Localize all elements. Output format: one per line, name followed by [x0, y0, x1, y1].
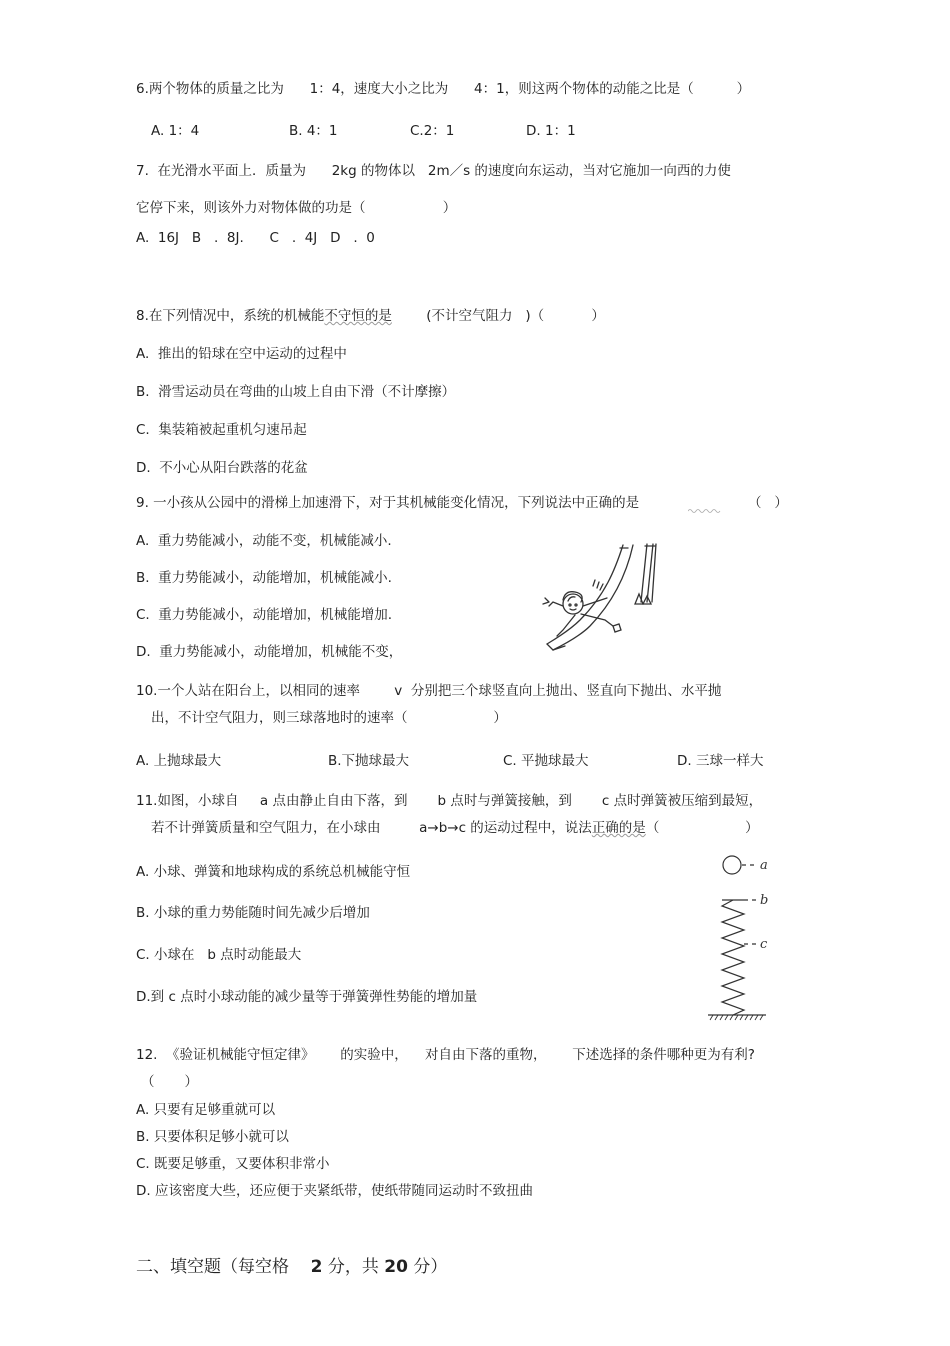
q11-stem-line1: 11.如图，小球自 a 点由静止自由下落，到 b 点时与弹簧接触，到 c 点时弹簧被压缩到最短， — [136, 793, 763, 809]
q10-option-a: A. 上抛球最大 — [136, 753, 222, 769]
q7-stem-line1: 7. 在光滑水平面上．质量为 2kg 的物体以 2m／s 的速度向东运动，当对它施加一向西的力使 — [136, 163, 731, 179]
q9-answer-paren: （ ） — [748, 495, 788, 511]
q12-stem-line2: （ ） — [141, 1074, 199, 1090]
q10-option-d: D. 三球一样大 — [677, 753, 764, 769]
q12-option-b: B. 只要体积足够小就可以 — [136, 1129, 289, 1145]
section-heading-post: 分） — [407, 1257, 448, 1277]
q11-option-c: C. 小球在 b 点时动能最大 — [136, 947, 302, 963]
q11-stem-line2 — [151, 819, 759, 837]
section-heading-total: 20 — [384, 1257, 408, 1277]
q12-option-d: D. 应该密度大些，还应便于夹紧纸带，使纸带随同运动时不致扭曲 — [136, 1183, 533, 1199]
q11-stem-pre: 若不计弹簧质量和空气阻力，在小球由 a→b→c 的运动过程中，说法 — [151, 820, 592, 836]
slide-child-illustration — [535, 540, 665, 655]
q9-option-a: A. 重力势能减小，动能不变，机械能减小. — [136, 533, 392, 549]
section-heading-mid: 分，共 — [322, 1257, 385, 1277]
q10-option-c: C. 平抛球最大 — [503, 753, 589, 769]
q8-option-b: B. 滑雪运动员在弯曲的山坡上自由下滑（不计摩擦） — [136, 384, 456, 400]
q6-option-c: C.2：1 — [410, 123, 455, 139]
q9-option-d: D. 重力势能减小，动能增加，机械能不变， — [136, 644, 403, 660]
q10-stem-line1: 10.一个人站在阳台上，以相同的速率 v 分别把三个球竖直向上抛出、竖直向下抛出、水平抛 — [136, 683, 722, 699]
q6-stem: 6.两个物体的质量之比为 1：4，速度大小之比为 4：1，则这两个物体的动能之比是（ ） — [136, 81, 751, 97]
label-a: a — [760, 858, 768, 873]
q9-answer-blank — [688, 508, 722, 514]
q8-stem — [136, 307, 605, 325]
section-heading-pre: 二、填空题（每空格 — [136, 1257, 311, 1277]
section-heading-points: 2 — [310, 1257, 323, 1277]
q12-option-a: A. 只要有足够重就可以 — [136, 1102, 276, 1118]
q10-stem-line2: 出，不计空气阻力，则三球落地时的速率（ ） — [151, 710, 507, 726]
label-c: c — [760, 937, 768, 952]
q6-option-a: A. 1：4 — [151, 123, 200, 139]
section-heading-fill-in — [136, 1256, 447, 1278]
q11-option-a: A. 小球、弹簧和地球构成的系统总机械能守恒 — [136, 864, 411, 880]
q9-option-b: B. 重力势能减小，动能增加，机械能减小. — [136, 570, 392, 586]
q9-option-c: C. 重力势能减小，动能增加，机械能增加. — [136, 607, 393, 623]
q11-stem-emphasis: 正确的是 — [591, 820, 646, 836]
q8-stem-pre: 8.在下列情况中，系统的机械能 — [136, 308, 325, 324]
q7-stem-line2: 它停下来，则该外力对物体做的功是（ ） — [136, 200, 457, 216]
label-b: b — [760, 893, 769, 908]
q12-stem-line1: 12. 《验证机械能守恒定律》 的实验中， 对自由下落的重物， 下述选择的条件哪种更为有利? — [136, 1047, 755, 1063]
q8-option-d: D. 不小心从阳台跌落的花盆 — [136, 460, 308, 476]
q10-option-b: B.下抛球最大 — [328, 753, 410, 769]
spring-ball-diagram — [700, 848, 780, 1026]
q8-stem-post: (不计空气阻力 )（ ） — [391, 308, 605, 324]
q7-options: A. 16J B . 8J. C . 4J D . 0 — [136, 230, 375, 246]
q11-option-b: B. 小球的重力势能随时间先减少后增加 — [136, 905, 370, 921]
q6-option-d: D. 1：1 — [526, 123, 576, 139]
q6-option-b: B. 4：1 — [289, 123, 338, 139]
q8-stem-emphasis: 不守恒的是 — [324, 308, 392, 324]
q11-stem-post: （ ） — [645, 820, 759, 836]
q8-option-a: A. 推出的铅球在空中运动的过程中 — [136, 346, 347, 362]
q11-option-d: D.到 c 点时小球动能的减少量等于弹簧弹性势能的增加量 — [136, 989, 478, 1005]
ball-icon — [723, 856, 741, 874]
q9-stem: 9. 一小孩从公园中的滑梯上加速滑下，对于其机械能变化情况，下列说法中正确的是 — [136, 495, 640, 511]
q12-option-c: C. 既要足够重，又要体积非常小 — [136, 1156, 330, 1172]
q8-option-c: C. 集装箱被起重机匀速吊起 — [136, 422, 307, 438]
